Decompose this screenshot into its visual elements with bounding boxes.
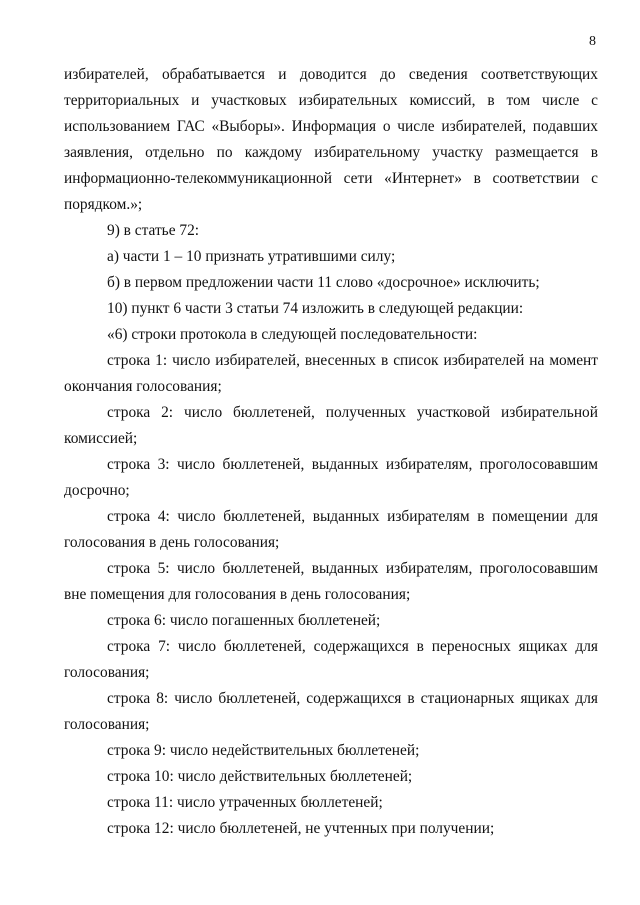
paragraph-11: строка 6: число погашенных бюллетеней;: [107, 612, 381, 629]
paragraph-14: строка 9: число недействительных бюллетеней;: [107, 742, 420, 759]
paragraph-5: «6) строки протокола в следующей последовательности:: [107, 326, 478, 343]
paragraph-17: строка 12: число бюллетеней, не учтенных при получении;: [107, 820, 495, 837]
paragraph-9: строка 4: число бюллетеней, выданных избирателям в помещении для голосования в день голосования;: [64, 508, 598, 551]
paragraph-4: 10) пункт 6 части 3 статьи 74 изложить в следующей редакции:: [107, 300, 524, 317]
paragraph-15: строка 10: число действительных бюллетеней;: [107, 768, 413, 785]
paragraph-6: строка 1: число избирателей, внесенных в список избирателей на момент окончания голосования;: [64, 352, 598, 395]
paragraph-3: б) в первом предложении части 11 слово «досрочное» исключить;: [107, 274, 540, 291]
paragraph-8: строка 3: число бюллетеней, выданных избирателям, проголосовавшим досрочно;: [64, 456, 598, 499]
paragraph-10: строка 5: число бюллетеней, выданных избирателям, проголосовавшим вне помещения для голосования в день голосования;: [64, 560, 598, 603]
document-body: [64, 62, 598, 842]
paragraph-0: избирателей, обрабатывается и доводится до сведения соответствующих территориальных и участковых избирательных комиссий, в том числе с использованием ГАС «Выборы». Информация о числе избирателей, подавших заявления, отдельно по каждому избирательному участку размещается в информационно-телекоммуникационной сети «Интернет» в соответствии с порядком.»;: [64, 66, 598, 213]
paragraph-16: строка 11: число утраченных бюллетеней;: [107, 794, 383, 811]
paragraph-13: строка 8: число бюллетеней, содержащихся в стационарных ящиках для голосования;: [64, 690, 598, 733]
paragraph-12: строка 7: число бюллетеней, содержащихся в переносных ящиках для голосования;: [64, 638, 598, 681]
paragraph-2: а) части 1 – 10 признать утратившими силу;: [107, 248, 396, 265]
page-number: 8: [589, 34, 596, 49]
paragraph-1: 9) в статье 72:: [107, 222, 200, 239]
paragraph-7: строка 2: число бюллетеней, полученных участковой избирательной комиссией;: [64, 404, 598, 447]
